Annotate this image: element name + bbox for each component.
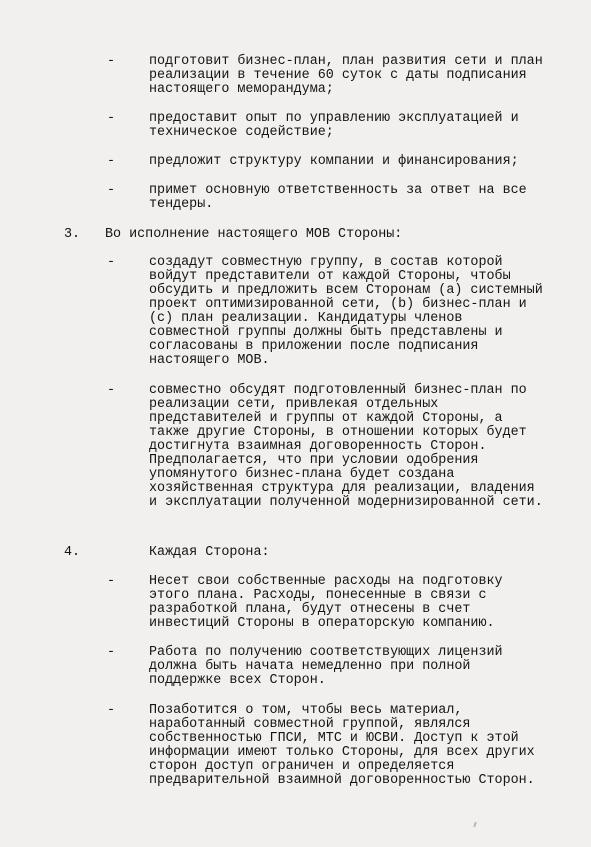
paragraph-line: проект оптимизированной сети, (b) бизнес-план и <box>149 297 527 312</box>
paragraph-line: хозяйственная структура для реализации, владения <box>149 481 535 496</box>
paragraph-line: (с) план реализации. Кандидатуры членов <box>149 311 463 326</box>
bullet-dash: - <box>107 154 116 169</box>
paragraph-line: реализации в течение 60 суток с даты подписания <box>149 68 527 83</box>
paragraph-line: собственностью ГПСИ, МТС и ЮСВИ. Доступ к этой <box>149 731 519 746</box>
paragraph-line: Работа по получению соответствующих лицензий <box>149 645 503 660</box>
scan-speck <box>473 822 477 827</box>
paragraph-line: предложит структуру компании и финансирования; <box>149 154 519 169</box>
section-number: 4. <box>64 545 81 560</box>
section-number: 3. <box>64 227 81 242</box>
paragraph-line: согласованы в приложении после подписания <box>149 339 479 354</box>
paragraph-line: поддержке всех Сторон. <box>149 673 326 688</box>
paragraph-line: создадут совместную группу, в состав которой <box>149 255 503 270</box>
paragraph-line: достигнута взаимная договоренность Сторон. <box>149 439 487 454</box>
section-heading: Каждая Сторона: <box>149 545 270 560</box>
paragraph-line: подготовит бизнес-план, план развития сети и план <box>149 54 543 69</box>
paragraph-line: Предполагается, что при условии одобрения <box>149 453 479 468</box>
bullet-dash: - <box>107 54 116 69</box>
paragraph-line: информации имеют только Стороны, для всех других <box>149 745 535 760</box>
paragraph-line: тендеры. <box>149 197 214 212</box>
paragraph-line: настоящего меморандума; <box>149 82 334 97</box>
paragraph-line: наработанный совместной группой, являлся <box>149 717 471 732</box>
bullet-dash: - <box>107 255 116 270</box>
section-heading: Во исполнение настоящего МОВ Стороны: <box>105 227 403 242</box>
paragraph-line: этого плана. Расходы, понесенные в связи с <box>149 588 487 603</box>
paragraph-line: и эксплуатации полученной модернизированной сети. <box>149 495 543 510</box>
paragraph-line: настоящего МОВ. <box>149 353 270 368</box>
paragraph-line: разработкой плана, будут отнесены в счет <box>149 602 471 617</box>
paragraph-line: предоставит опыт по управлению эксплуатацией и <box>149 111 519 126</box>
paragraph-line: также другие Стороны, в отношении которых будет <box>149 425 527 440</box>
paragraph-line: примет основную ответственность за ответ на все <box>149 183 527 198</box>
paragraph-line: должна быть начата немедленно при полной <box>149 659 471 674</box>
bullet-dash: - <box>107 183 116 198</box>
paragraph-line: представителей и группы от каждой Стороны, а <box>149 411 503 426</box>
paragraph-line: совместно обсудят подготовленный бизнес-план по <box>149 383 527 398</box>
paragraph-line: предварительной взаимной договоренностью Сторон. <box>149 773 535 788</box>
bullet-dash: - <box>107 111 116 126</box>
paragraph-line: реализации сети, привлекая отдельных <box>149 397 439 412</box>
paragraph-line: войдут представители от каждой Стороны, чтобы <box>149 269 511 284</box>
paragraph-line: инвестиций Стороны в операторскую компанию. <box>149 616 495 631</box>
paragraph-line: Позаботится о том, чтобы весь материал, <box>149 703 463 718</box>
paragraph-line: обсудить и предложить всем Сторонам (а) системный <box>149 283 543 298</box>
bullet-dash: - <box>107 383 116 398</box>
paragraph-line: совместной группы должны быть представлены и <box>149 325 503 340</box>
paragraph-line: Несет свои собственные расходы на подготовку <box>149 574 503 589</box>
bullet-dash: - <box>107 703 116 718</box>
paragraph-line: техническое содействие; <box>149 125 334 140</box>
paragraph-line: упомянутого бизнес-плана будет создана <box>149 467 455 482</box>
bullet-dash: - <box>107 645 116 660</box>
bullet-dash: - <box>107 574 116 589</box>
paragraph-line: сторон доступ ограничен и определяется <box>149 759 455 774</box>
